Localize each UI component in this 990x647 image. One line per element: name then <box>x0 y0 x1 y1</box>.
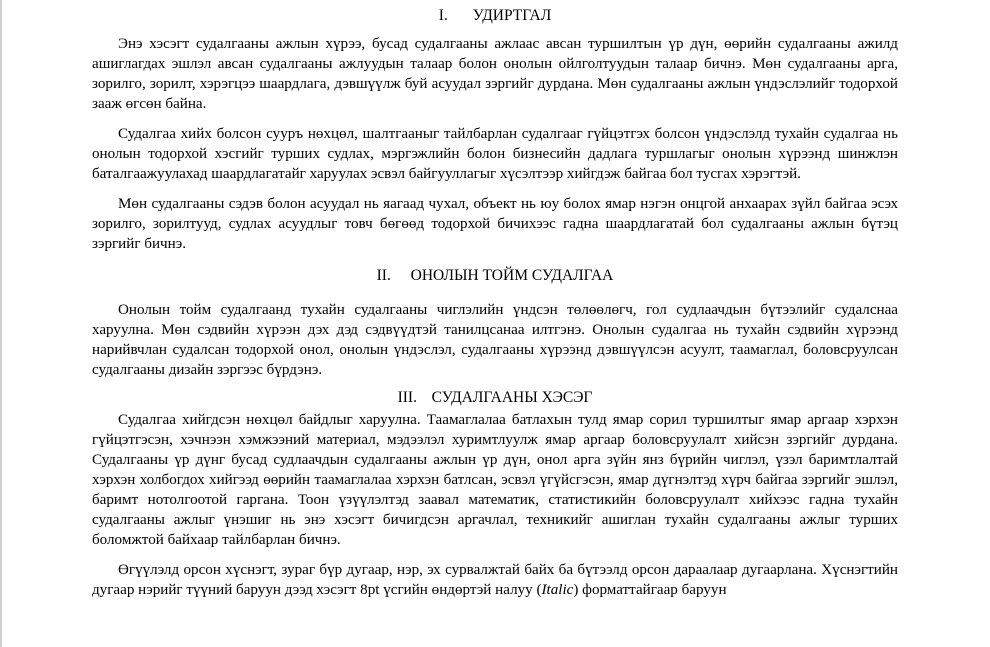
section-heading-literature-review <box>92 266 898 286</box>
section-number: I. <box>438 7 448 24</box>
paragraph: Онолын тойм судалгаанд тухайн судалгааны чиглэлийн үндсэн төлөөлөгч, гол судлаачдын бүтээлийг судалснаа харуулна. Мөн сэдвийн хүрээн дэх дэд сэдвүүдтэй танилцсанаа илтгэнэ. Онолын судалгаа нь тухайн сэдвийн хүрээнд нарийвчлан судалсан тодорхой онол, онолын үндэслэл, судалгааны хүрээнд дэвшүүлсэн асуулт, таамаглал, боловсруулсан судалгааны дизайн зэргээс бүрдэнэ. <box>92 302 898 378</box>
paragraph-text: ) форматтайгаар баруун <box>573 582 727 598</box>
section-heading-research <box>92 388 898 408</box>
page-left-edge <box>0 0 2 647</box>
paragraph: Энэ хэсэгт судалгааны ажлын хүрээ, бусад судалгааны ажлаас авсан туршилтын үр дүн, өөрийн судалгааны ажилд ашиглагдах эшлэл авсан судалгааны ажлуудын талаар болон онолын ойлголтуудын талаар бичнэ. Мөн судалгааны арга, зорилго, зорилт, хэрэгцээ шаардлага, дэвшүүлж буй асуудал зэргийг дурдана. Мөн судалгааны ажлын үндэслэлийг тодорхой зааж өгсөн байна. <box>92 36 898 112</box>
section-title: УДИРТГАЛ <box>472 7 552 24</box>
section-number: II. <box>376 267 391 284</box>
paragraph-last <box>92 560 898 600</box>
section-title: ОНОЛЫН ТОЙМ СУДАЛГАА <box>410 267 614 284</box>
paragraph: Мөн судалгааны сэдэв болон асуудал нь яагаад чухал, объект нь юу болох ямар нэгэн онцгой анхаарах зүйл байгаа эсэх зорилго, зорилтууд, судлах асуудлыг товч бөгөөд тодорхой бичихээс гадна шаардлагатай бол судалгааны ажлын бүтэц зэргийг бичнэ. <box>92 196 898 252</box>
italic-term: Italic <box>541 582 574 598</box>
paragraph: Судалгаа хийгдсэн нөхцөл байдлыг харуулна. Таамаглалаа батлахын тулд ямар сорил туршилтыг ямар аргаар хэрхэн гүйцэтгэсэн, хэчнээн хэмжээний материал, мэдээлэл хуримтлуулж ямар аргаар боловсруулалт хийсэн зэргийг дурдана. Судалгааны үр дүнг бусад судлаачдын судалгааны ажлын үр дүн, онол арга зүйн янз бүрийн чиглэл, үзэл баримтлалтай хэрхэн холбогдох хийгээд өөрийн таамаглалаа хэрхэн батлсан, эсвэл үгүйсгэсэн, ямар дүгнэлтэд хүрч байгаа зэргийг эшлэл, баримт нотолгоотой гаргана. Тоон үзүүлэлтэд заавал математик, статистикийн боловсруулалт хийхээс гадна тухайн судалгааны ажлыг үнэшиг нь энэ хэсэгт бичигдсэн аргачлал, техникийг ашиглан тухайн судалгааны ажлыг турших боломжтой байхаар тайлбарлан бичнэ. <box>92 412 898 548</box>
section-heading-introduction <box>92 6 898 26</box>
paragraph-text: Өгүүлэлд орсон хүснэгт, зураг бүр дугаар, нэр, эх сурвалжтай байх ба бүтээлд орсон дараалаар дугаарлана. Хүснэгтийн дугаар нэрийг түүний баруун дээд хэсэгт 8pt үсгийн өндөртэй налуу ( <box>92 562 898 598</box>
paragraph: Судалгаа хийх болсон сууръ нөхцөл, шалтгааныг тайлбарлан судалгааг гүйцэтгэх болсон үндэслэлд тухайн судалгаа нь онолын тодорхой хэсгийг турших судлах, мэргэжлийн болон бизнесийн дадлага туршлагыг онолын хүрээнд шинжлэн баталгаажуулахад шаардлагатайг харуулах эсвэл байгууллагыг хүсэлтээр хийгдэж байгаа бол тусгах хэрэгтэй. <box>92 126 898 182</box>
document-body <box>92 6 898 600</box>
section-title: СУДАЛГААНЫ ХЭСЭГ <box>431 389 593 406</box>
section-number: III. <box>397 389 417 406</box>
